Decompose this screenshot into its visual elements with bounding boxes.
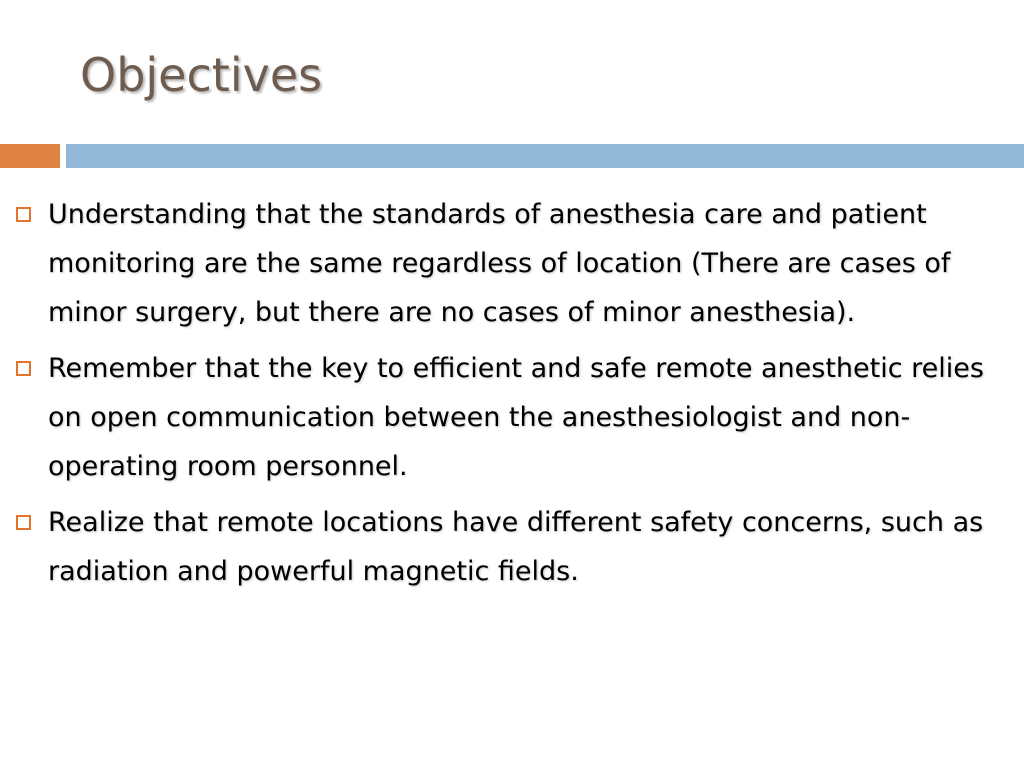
title-accent-bar-blue (66, 144, 1024, 168)
hollow-square-bullet-icon (16, 207, 31, 222)
bullet-item (14, 498, 1014, 596)
bullet-text: Remember that the key to efficient and safe remote anesthetic relies on open communication between the anesthesiologist and non-operating room personnel. (48, 353, 984, 482)
hollow-square-bullet-icon (16, 361, 31, 376)
bullet-text: Realize that remote locations have different safety concerns, such as radiation and powerful magnetic fields. (48, 507, 984, 587)
bullet-item (14, 190, 1014, 337)
title-accent-bar-orange (0, 144, 60, 168)
bullet-list (14, 190, 1014, 603)
slide-title: Objectives (80, 48, 323, 102)
hollow-square-bullet-icon (16, 515, 31, 530)
bullet-item (14, 344, 1014, 491)
bullet-text: Understanding that the standards of anesthesia care and patient monitoring are the same regardless of location (There are cases of minor surgery, but there are no cases of minor anesthesia). (48, 199, 951, 328)
